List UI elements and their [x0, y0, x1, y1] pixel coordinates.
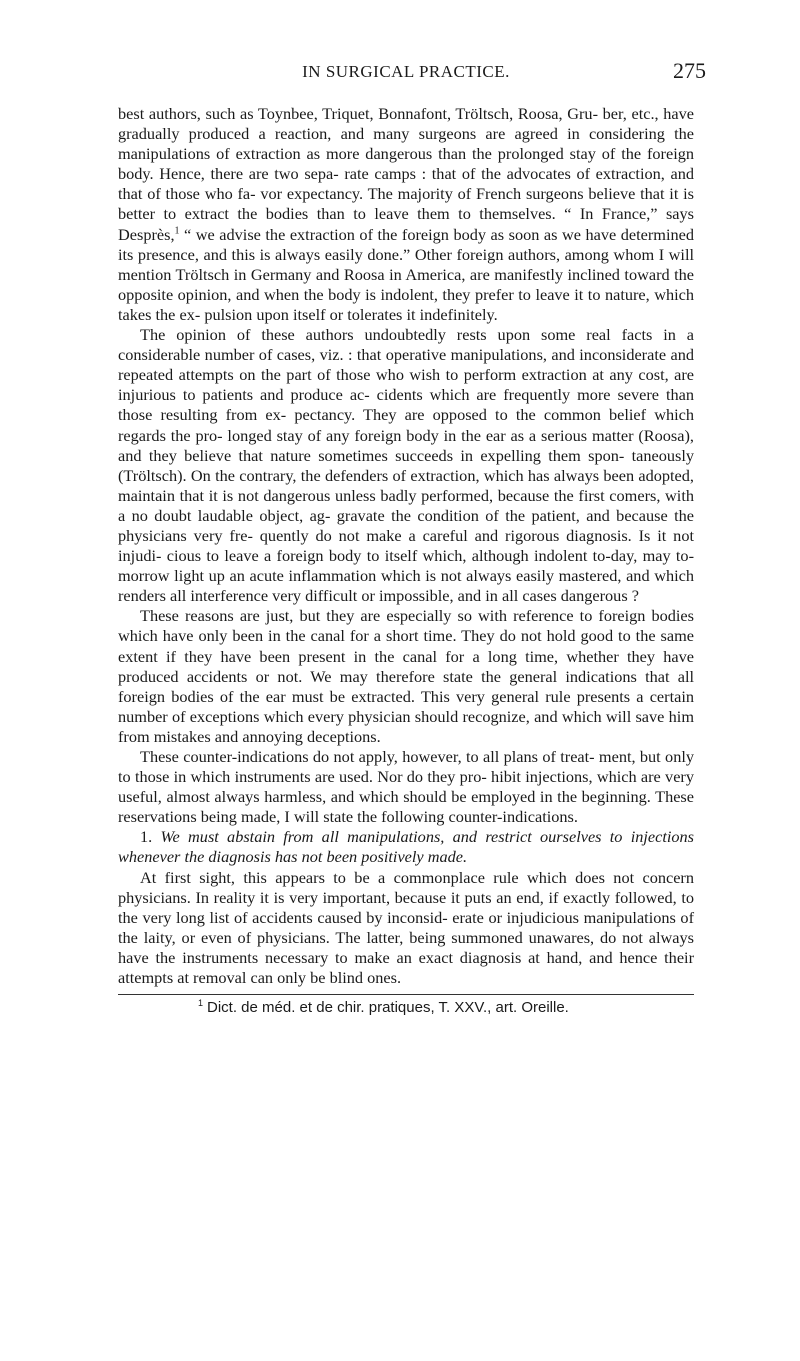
paragraph-1 — [118, 104, 694, 325]
body-text — [118, 104, 694, 988]
paragraph-1-after: “ we advise the extraction of the foreign body as soon as we have determined its presence, and this is always easily done.” Other foreign authors, among whom I will mention Tröltsch in Germany and Roosa in America, are manifestly inclined toward the opposite opinion, and when the body is indolent, they prefer to leave it to nature, which takes the ex- pulsion upon itself or tolerates it indefinitely. — [118, 224, 694, 324]
paragraph-6: At first sight, this appears to be a commonplace rule which does not concern physicians. In reality it is very important, because it puts an end, if exactly followed, to the very long list of accidents caused by inconsid- erate or injudicious manipulations of the laity, or even of physicians. The latter, being summoned unawares, do not always have the instruments necessary to make an exact diagnosis at hand, and hence their attempts at removal can only be blind ones. — [118, 867, 694, 988]
footnote-divider — [118, 994, 694, 995]
footnote — [118, 999, 694, 1017]
running-header — [118, 58, 706, 86]
paragraph-4: These counter-indications do not apply, however, to all plans of treat- ment, but only to those in which instruments are used. Nor do they pro- hibit injections, which are very useful, almost always harmless, and which should be employed in the beginning. These reservations being made, I will state the following counter-indications. — [118, 747, 694, 827]
rule-text: We must abstain from all manipulations, and restrict ourselves to injections whenever the diagnosis has not been positively made. — [118, 827, 694, 867]
paragraph-1-before: best authors, such as Toynbee, Triquet, Bonnafont, Tröltsch, Roosa, Gru- ber, etc., have gradually produced a reaction, and many surgeons are agreed in considering the manipulations of extraction as more dangerous than the prolonged stay of the foreign body. Hence, there are two sepa- rate camps : that of the advocates of extraction, and that of those who fa- vor expectancy. The majority of French surgeons believe that it is better to extract the bodies than to leave them to themselves. “ In France,” says Desprès, — [118, 104, 694, 244]
rule-number: 1. — [140, 827, 153, 847]
footnote-mark: 1 — [198, 998, 204, 1009]
numbered-rule-1 — [118, 827, 694, 867]
document-page — [118, 58, 706, 1017]
paragraph-3: These reasons are just, but they are especially so with reference to foreign bodies which have only been in the canal for a short time. They do not hold good to the same extent if they have been present in the canal for a long time, whether they have produced accidents or not. We may therefore state the general indications that all foreign bodies of the ear must be extracted. This very general rule presents a certain number of exceptions which every physician should recognize, and which will save him from mistakes and annoying deceptions. — [118, 606, 694, 746]
footnote-text: Dict. de méd. et de chir. pratiques, T. XXV., art. Oreille. — [207, 999, 569, 1017]
page-number: 275 — [673, 58, 706, 83]
footnote-reference: 1 — [174, 225, 180, 237]
paragraph-2: The opinion of these authors undoubtedly rests upon some real facts in a considerable number of cases, viz. : that operative manipulations, and inconsiderate and repeated attempts on the part of those who wish to perform extraction at any cost, are injurious to patients and produce ac- cidents which are frequently more severe than those resulting from ex- pectancy. They are opposed to the common belief which regards the pro- longed stay of any foreign body in the ear as a serious matter (Roosa), and they believe that nature sometimes succeeds in expelling them spon- taneously (Tröltsch). On the contrary, the defenders of extraction, which has always been adopted, maintain that it is not dangerous unless badly performed, because the first comers, with a no doubt laudable object, ag- gravate the condition of the patient, and because the physicians very fre- quently do not make a careful and rigorous diagnosis. Is it not injudi- cious to leave a foreign body to itself which, although indolent to-day, may to-morrow light up an acute inflammation which is not always easily mastered, and which renders all interference very difficult or impossible, and in all cases dangerous ? — [118, 325, 694, 606]
running-title: IN SURGICAL PRACTICE. — [302, 62, 510, 81]
